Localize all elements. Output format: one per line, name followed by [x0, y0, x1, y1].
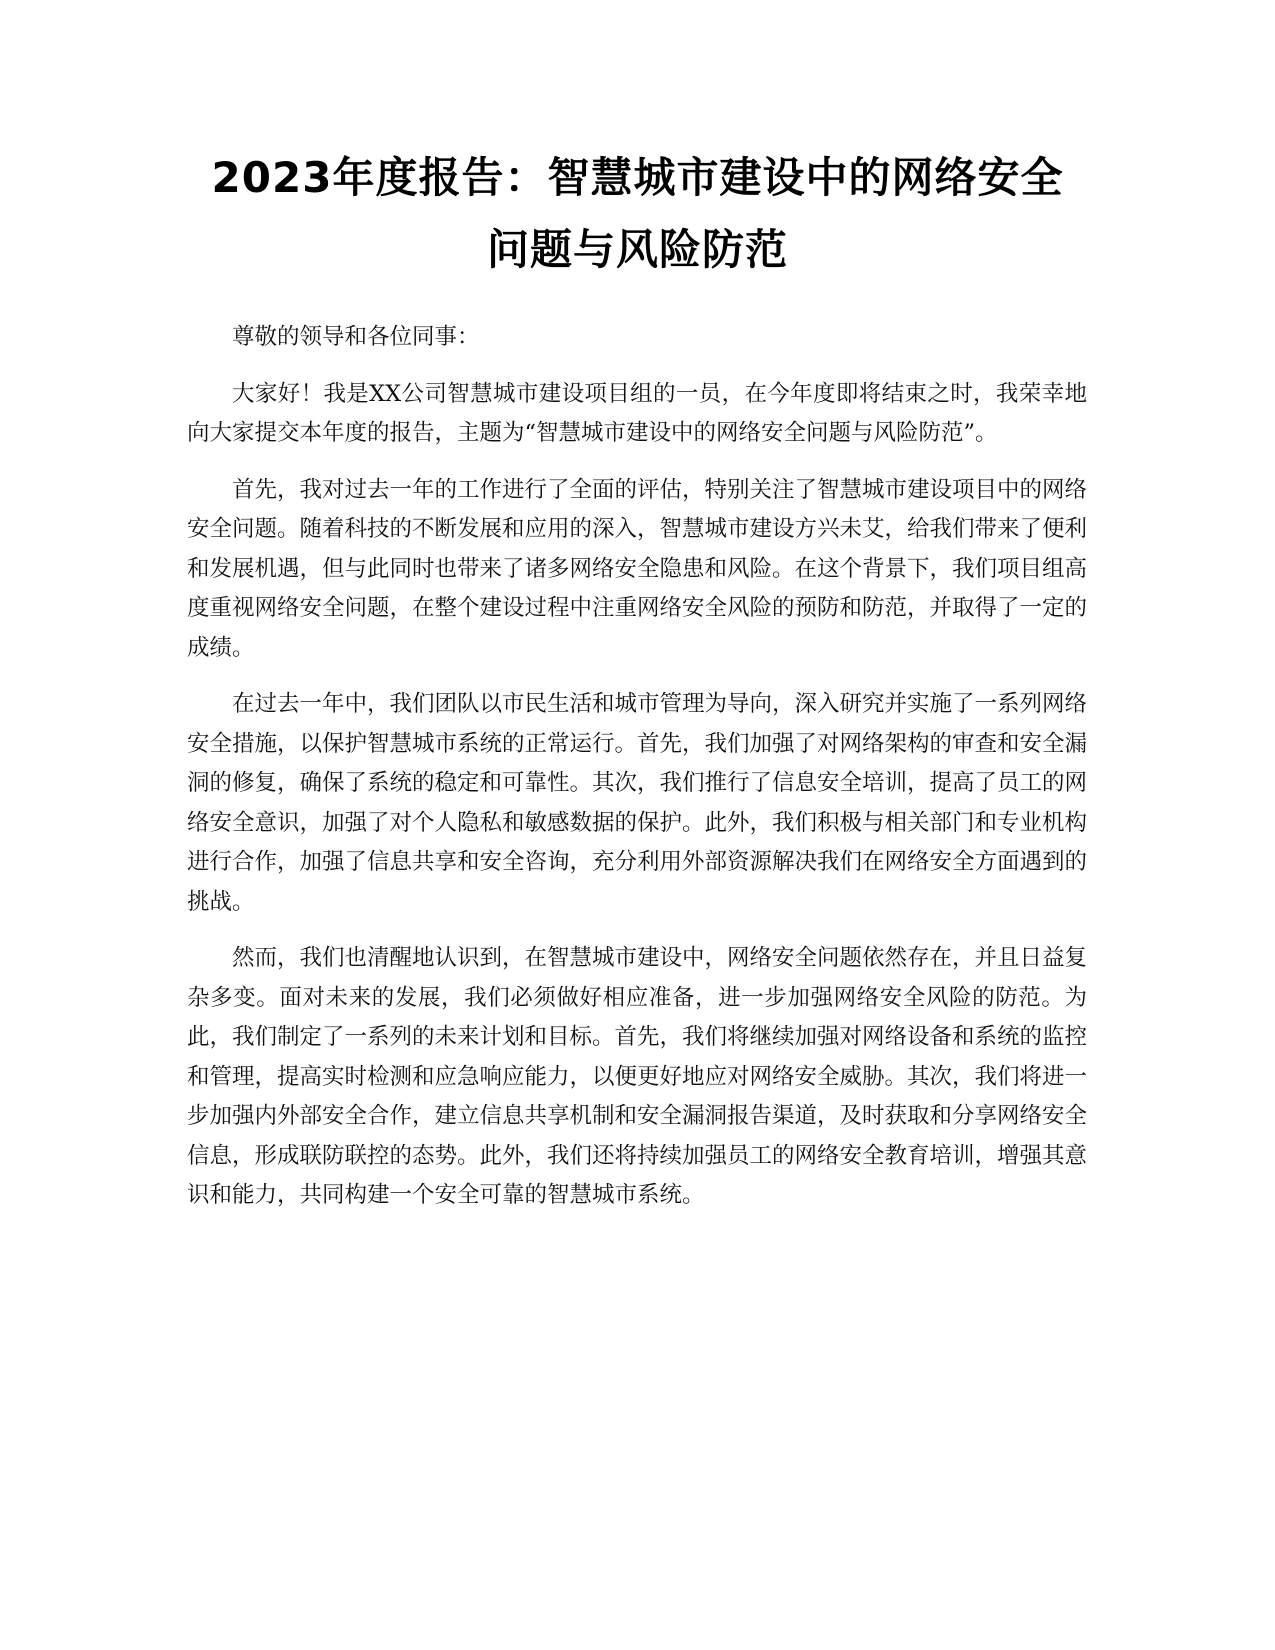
paragraph-future-plans: 然而，我们也清醒地认识到，在智慧城市建设中，网络安全问题依然存在，并且日益复杂多变。面对未来的发展，我们必须做好相应准备，进一步加强网络安全风险的防范。为此，我们制定了一系列的未来计划和目标。首先，我们将继续加强对网络设备和系统的监控和管理，提高实时检测和应急响应能力，以便更好地应对网络安全威胁。其次，我们将进一步加强内外部安全合作，建立信息共享机制和安全漏洞报告渠道，及时获取和分享网络安全信息，形成联防联控的态势。此外，我们还将持续加强员工的网络安全教育培训，增强其意识和能力，共同构建一个安全可靠的智慧城市系统。: [187, 945, 1088, 1208]
paragraph-evaluation: 首先，我对过去一年的工作进行了全面的评估，特别关注了智慧城市建设项目中的网络安全问题。随着科技的不断发展和应用的深入，智慧城市建设方兴未艾，给我们带来了便利和发展机遇，但与此同时也带来了诸多网络安全隐患和风险。在这个背景下，我们项目组高度重视网络安全问题，在整个建设过程中注重网络安全风险的预防和防范，并取得了一定的成绩。: [187, 476, 1088, 661]
document-title: [180, 142, 1095, 286]
salutation: 尊敬的领导和各位同事：: [232, 324, 480, 350]
document-body: [187, 318, 1087, 1233]
title-line-2: 问题与风险防范: [486, 225, 788, 274]
paragraph-intro: 大家好！我是XX公司智慧城市建设项目组的一员，在今年度即将结束之时，我荣幸地向大家提交本年度的报告，主题为“智慧城市建设中的网络安全问题与风险防范”。: [187, 380, 1087, 446]
title-line-1: 2023年度报告：智慧城市建设中的网络安全: [211, 153, 1064, 202]
paragraph-measures: 在过去一年中，我们团队以市民生活和城市管理为导向，深入研究并实施了一系列网络安全措施，以保护智慧城市系统的正常运行。首先，我们加强了对网络架构的审查和安全漏洞的修复，确保了系统的稳定和可靠性。其次，我们推行了信息安全培训，提高了员工的网络安全意识，加强了对个人隐私和敏感数据的保护。此外，我们积极与相关部门和专业机构进行合作，加强了信息共享和安全咨询，充分利用外部资源解决我们在网络安全方面遇到的挑战。: [187, 691, 1088, 915]
